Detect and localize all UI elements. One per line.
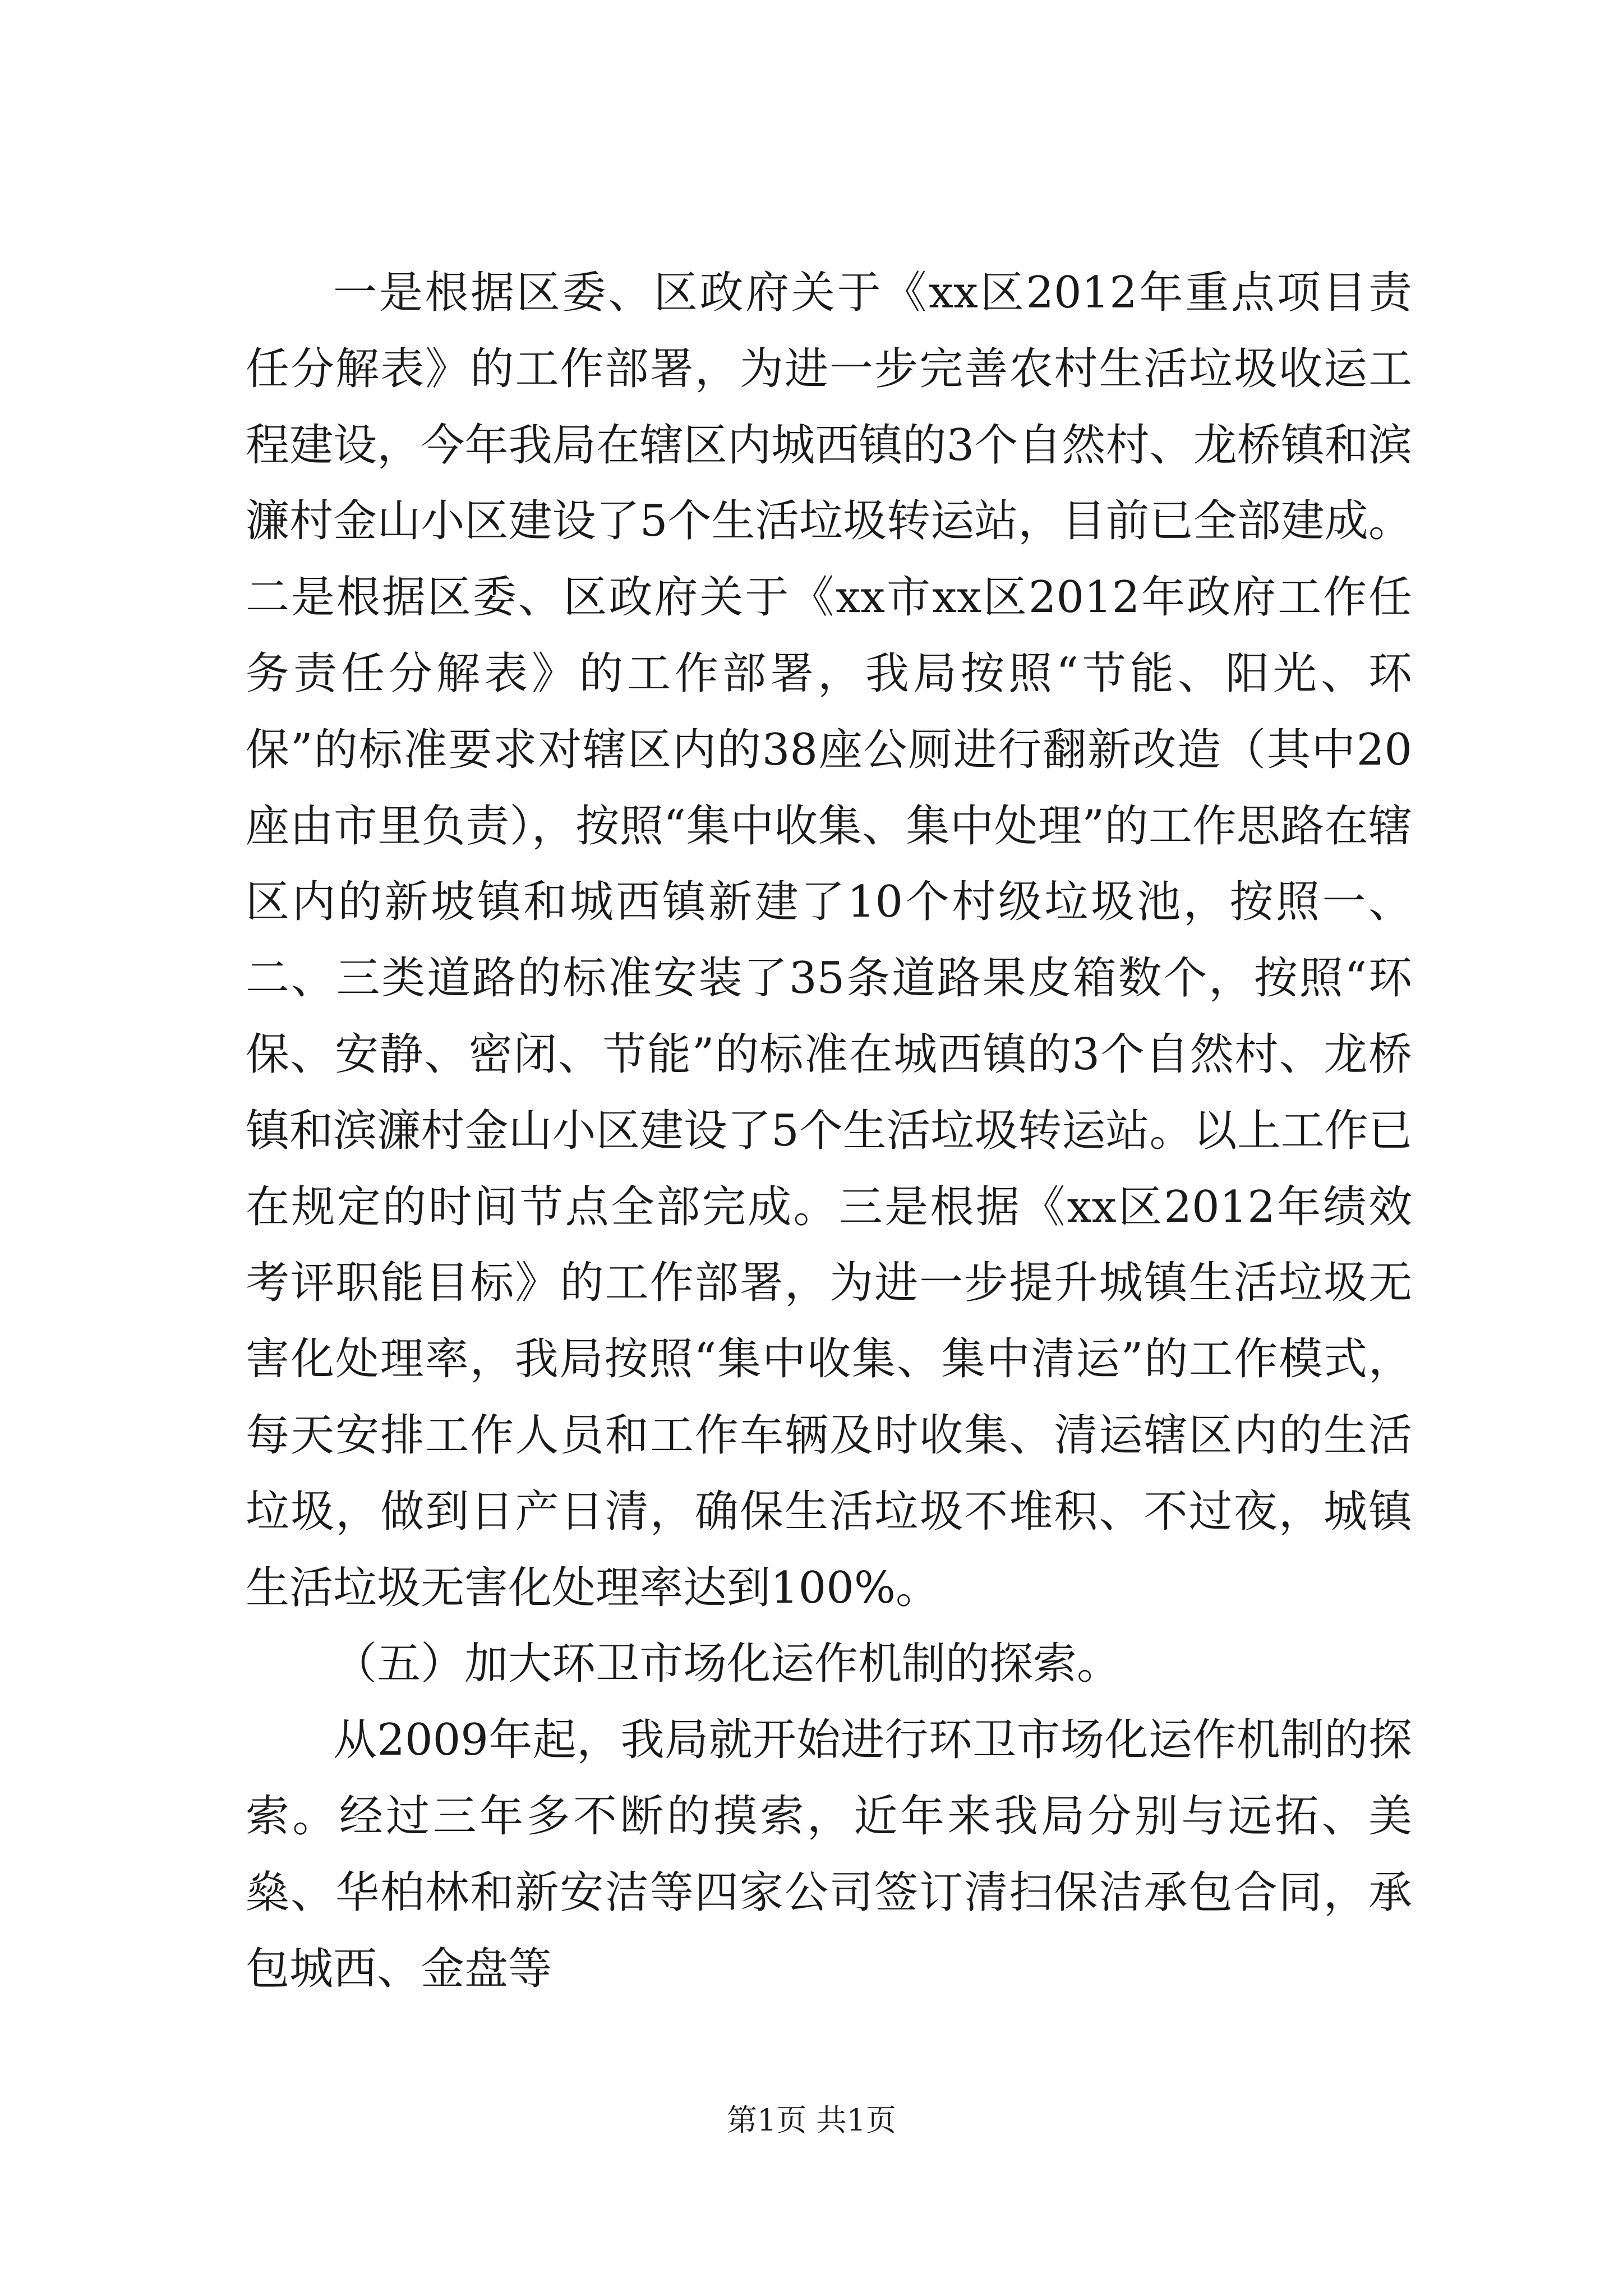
paragraph-1: 一是根据区委、区政府关于《xx区2012年重点项目责任分解表》的工作部署，为进一步完善农村生活垃圾收运工程建设，今年我局在辖区内城西镇的3个自然村、龙桥镇和滨濂村金山小区建设了5个生活垃圾转运站，目前已全部建成。二是根据区委、区政府关于《xx市xx区2012年政府工作任务责任分解表》的工作部署，我局按照“节能、阳光、环保”的标准要求对辖区内的38座公厕进行翻新改造（其中20座由市里负责），按照“集中收集、集中处理”的工作思路在辖区内的新坡镇和城西镇新建了10个村级垃圾池，按照一、二、三类道路的标准安装了35条道路果皮箱数个，按照“环保、安静、密闭、节能”的标准在城西镇的3个自然村、龙桥镇和滨濂村金山小区建设了5个生活垃圾转运站。以上工作已在规定的时间节点全部完成。三是根据《xx区2012年绩效考评职能目标》的工作部署，为进一步提升城镇生活垃圾无害化处理率，我局按照“集中收集、集中清运”的工作模式，每天安排工作人员和工作车辆及时收集、清运辖区内的生活垃圾，做到日产日清，确保生活垃圾不堆积、不过夜，城镇生活垃圾无害化处理率达到100%。 [246,268,1412,1613]
page-footer: 第1页 共1页 [727,2102,896,2138]
body-text [246,255,1412,2007]
paragraph-3: 从2009年起，我局就开始进行环卫市场化运作机制的探索。经过三年多不断的摸索，近年来我局分别与远拓、美燊、华柏林和新安洁等四家公司签订清扫保洁承包合同，承包城西、金盘等 [246,1715,1412,1994]
paragraph-2-heading: （五）加大环卫市场化运作机制的探索。 [333,1639,1121,1690]
